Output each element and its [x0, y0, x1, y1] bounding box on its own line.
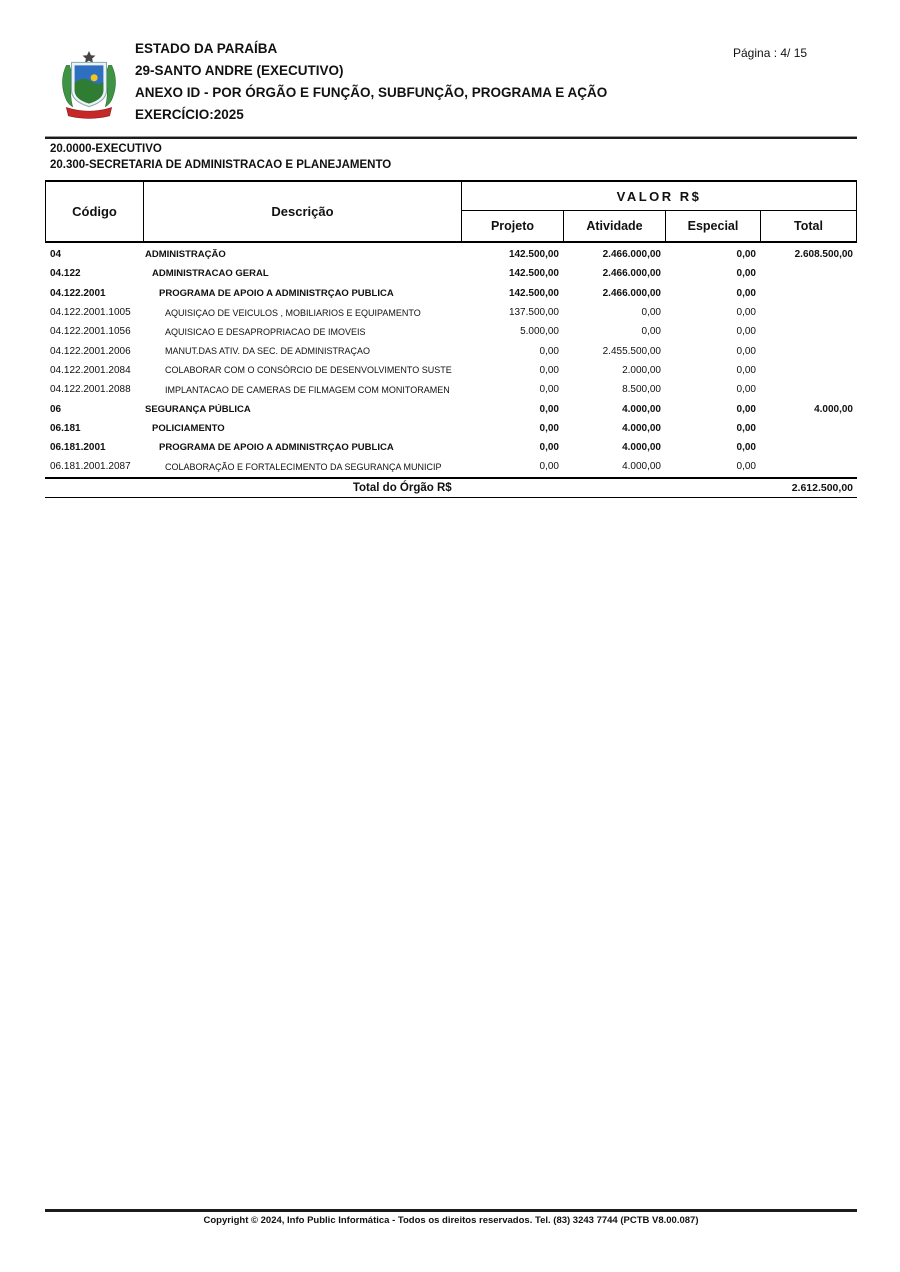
paraiba-coat-of-arms-logo: [55, 50, 123, 122]
row-description: AQUISIÇAO DE VEICULOS , MOBILIARIOS E EQUIPAMENTO: [165, 307, 421, 318]
table-row: [45, 284, 857, 303]
row-description: POLICIAMENTO: [152, 422, 225, 434]
column-header-codigo: Código: [46, 182, 144, 241]
row-especial-value: 0,00: [736, 442, 756, 454]
row-description: ADMINISTRACAO GERAL: [152, 268, 269, 280]
row-especial-value: 0,00: [736, 364, 756, 376]
report-title-block: [135, 38, 607, 126]
row-description: PROGRAMA DE APOIO A ADMINISTRÇAO PUBLICA: [159, 287, 394, 299]
row-especial-value: 0,00: [736, 345, 756, 357]
row-description: ADMINISTRAÇÃO: [145, 249, 226, 261]
row-projeto-value: 0,00: [539, 442, 559, 454]
valor-subcolumns: [462, 211, 856, 241]
row-code: 04.122.2001.2088: [50, 384, 131, 396]
row-projeto-value: 0,00: [539, 345, 559, 357]
table-row: [45, 380, 857, 399]
row-especial-value: 0,00: [736, 384, 756, 396]
row-projeto-value: 142.500,00: [508, 287, 559, 299]
org-block: [50, 141, 391, 173]
row-projeto-value: 0,00: [539, 364, 559, 376]
row-description: IMPLANTACAO DE CAMERAS DE FILMAGEM COM MONITORAMEN: [165, 384, 450, 395]
copyright-notice: Copyright © 2024, Info Public Informática - Todos os direitos reservados. Tel. (83) 3243 7744 (PCTB V8.00.087): [203, 1215, 699, 1226]
table-row: [45, 245, 857, 264]
table-row: [45, 419, 857, 438]
row-atividade-value: 4.000,00: [622, 403, 661, 415]
row-projeto-value: 0,00: [539, 384, 559, 396]
row-especial-value: 0,00: [736, 422, 756, 434]
coat-of-arms-icon: [55, 50, 123, 122]
column-header-valor: VALOR R$: [462, 182, 856, 211]
row-code: 04.122.2001: [50, 287, 106, 299]
row-description: PROGRAMA DE APOIO A ADMINISTRÇAO PUBLICA: [159, 442, 394, 454]
row-code: 06.181.2001.2087: [50, 461, 131, 473]
row-projeto-value: 142.500,00: [508, 249, 559, 261]
exercise-title: EXERCÍCIO:2025: [135, 107, 244, 122]
row-description: COLABORAR COM O CONSÓRCIO DE DESENVOLVIMENTO SUSTE: [165, 365, 452, 376]
row-especial-value: 0,00: [736, 403, 756, 415]
header-divider: [45, 136, 857, 139]
table-row: [45, 399, 857, 418]
column-header-descricao: Descrição: [144, 182, 462, 241]
state-title: ESTADO DA PARAÍBA: [135, 41, 278, 56]
row-atividade-value: 8.500,00: [622, 384, 661, 396]
row-code: 06: [50, 403, 62, 415]
annex-title: ANEXO ID - POR ÓRGÃO E FUNÇÃO, SUBFUNÇÃO, PROGRAMA E AÇÃO: [135, 85, 608, 100]
row-code: 06.181: [50, 422, 81, 434]
entity-title: 29-SANTO ANDRE (EXECUTIVO): [135, 63, 344, 78]
table-header: [45, 180, 857, 243]
row-total-value: 4.000,00: [814, 403, 853, 415]
row-atividade-value: 4.000,00: [622, 422, 661, 434]
column-header-especial: Especial: [665, 211, 760, 241]
row-atividade-value: 2.466.000,00: [602, 268, 661, 280]
table-row: [45, 457, 857, 476]
row-atividade-value: 2.455.500,00: [602, 345, 661, 357]
row-projeto-value: 142.500,00: [508, 268, 559, 280]
row-especial-value: 0,00: [736, 249, 756, 261]
row-projeto-value: 0,00: [539, 422, 559, 434]
row-code: 04.122.2001.2006: [50, 345, 131, 357]
table-body: [45, 245, 857, 477]
column-header-projeto: Projeto: [490, 219, 535, 233]
column-header-atividade: Atividade: [563, 211, 665, 241]
row-projeto-value: 137.500,00: [508, 307, 559, 319]
row-code: 04.122.2001.2084: [50, 364, 131, 376]
org-power-line: 20.0000-EXECUTIVO: [50, 143, 162, 155]
row-code: 04: [50, 249, 62, 261]
table-row: [45, 322, 857, 341]
row-projeto-value: 5.000,00: [520, 326, 559, 338]
row-total-value: 2.608.500,00: [794, 249, 853, 261]
row-especial-value: 0,00: [736, 307, 756, 319]
row-code: 04.122: [50, 268, 81, 280]
row-especial-value: 0,00: [736, 287, 756, 299]
row-atividade-value: 0,00: [641, 307, 661, 319]
organ-total-row: [45, 477, 857, 498]
row-atividade-value: 2.466.000,00: [602, 249, 661, 261]
row-especial-value: 0,00: [736, 461, 756, 473]
organ-total-label: Total do Órgão R$: [352, 482, 452, 494]
table-row: [45, 361, 857, 380]
row-atividade-value: 2.000,00: [622, 364, 661, 376]
org-secretariat-line: 20.300-SECRETARIA DE ADMINISTRACAO E PLANEJAMENTO: [50, 159, 392, 171]
row-code: 04.122.2001.1056: [50, 326, 131, 338]
row-atividade-value: 2.466.000,00: [602, 287, 661, 299]
row-projeto-value: 0,00: [539, 461, 559, 473]
row-atividade-value: 4.000,00: [622, 461, 661, 473]
row-description: COLABORAÇÃO E FORTALECIMENTO DA SEGURANÇA MUNICIP: [165, 461, 442, 472]
row-description: AQUISICAO E DESAPROPRIACAO DE IMOVEIS: [165, 326, 366, 337]
row-atividade-value: 0,00: [641, 326, 661, 338]
column-header-total: Total: [760, 211, 856, 241]
row-description: SEGURANÇA PÚBLICA: [145, 403, 251, 415]
row-code: 06.181.2001: [50, 442, 106, 454]
page-number: Página : 4/ 15: [733, 46, 808, 60]
row-projeto-value: 0,00: [539, 403, 559, 415]
table-row: [45, 341, 857, 360]
row-especial-value: 0,00: [736, 326, 756, 338]
footer-divider: [45, 1209, 857, 1212]
organ-total-value: 2.612.500,00: [791, 482, 853, 494]
table-row: [45, 438, 857, 457]
table-row: [45, 264, 857, 283]
column-group-valor: [462, 182, 856, 241]
table-row: [45, 303, 857, 322]
row-code: 04.122.2001.1005: [50, 307, 131, 319]
row-description: MANUT.DAS ATIV. DA SEC. DE ADMINISTRAÇAO: [165, 346, 371, 357]
row-especial-value: 0,00: [736, 268, 756, 280]
row-atividade-value: 4.000,00: [622, 442, 661, 454]
